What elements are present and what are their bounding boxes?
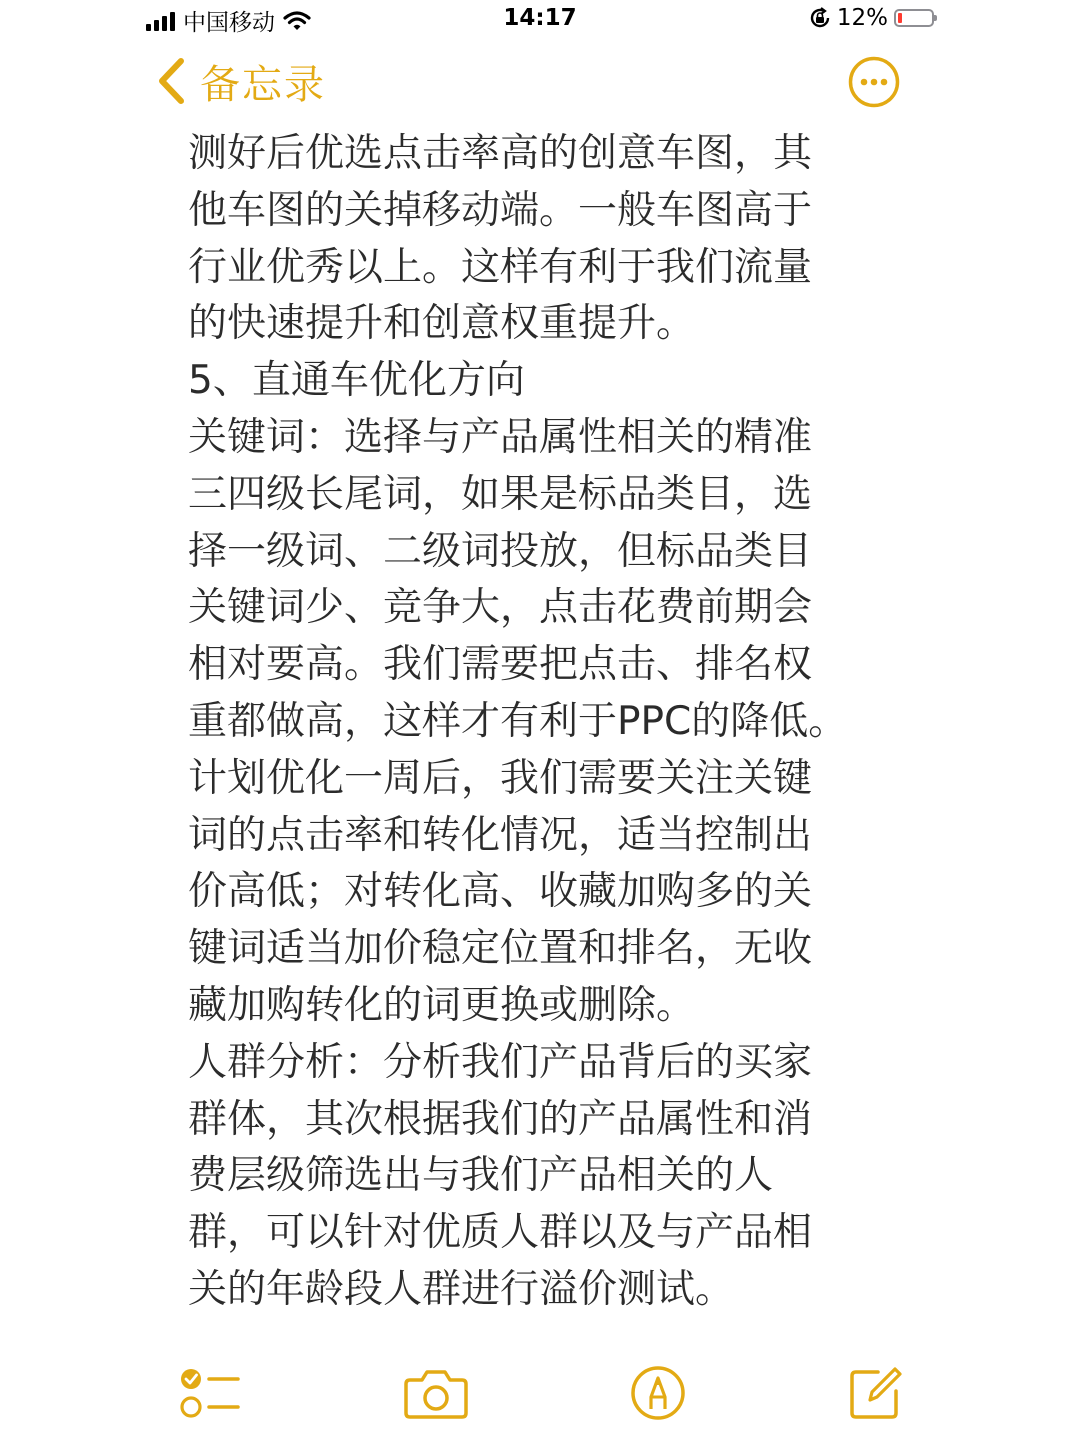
note-line: 藏加购转化的词更换或删除。 [188, 982, 696, 1028]
note-line: 关的年龄段人群进行溢价测试。 [188, 1266, 735, 1312]
markup-pen-icon [630, 1365, 686, 1421]
battery-level [898, 13, 902, 23]
note-line: 人群分析：分析我们产品背后的买家 [188, 1039, 813, 1085]
note-line: 键词适当加价稳定位置和排名，无收 [188, 926, 813, 972]
note-line: 相对要高。我们需要把点击、排名权 [188, 642, 813, 688]
note-line: 关键词少、竞争大，点击花费前期会 [188, 585, 813, 631]
rotation-lock-icon [809, 7, 831, 29]
status-right [809, 5, 934, 31]
note-heading: 5、直通车优化方向 [188, 358, 525, 404]
note-line: 费层级筛选出与我们产品相关的人 [188, 1153, 774, 1199]
markup-button[interactable] [630, 1365, 686, 1421]
more-circle-icon [848, 56, 900, 108]
note-line: 择一级词、二级词投放，但标品类目 [188, 528, 813, 574]
note-body[interactable] [188, 126, 908, 1319]
note-line: 价高低；对转化高、收藏加购多的关 [188, 869, 813, 915]
note-line: 词的点击率和转化情况，适当控制出 [188, 812, 813, 858]
battery-icon [894, 9, 934, 27]
carrier-label: 中国移动 [183, 10, 275, 36]
note-line: 关键词：选择与产品属性相关的精准 [188, 414, 813, 460]
note-line: 测好后优选点击率高的创意车图，其 [188, 131, 813, 176]
note-line: 重都做高，这样才有利于PPC的降低。 [188, 698, 848, 744]
note-line: 群体，其次根据我们的产品属性和消 [188, 1096, 813, 1142]
note-line: 三四级长尾词，如果是标品类目，选 [188, 471, 813, 517]
status-bar [0, 0, 1080, 44]
back-button[interactable] [156, 54, 326, 108]
camera-icon [404, 1368, 468, 1420]
more-button[interactable] [848, 56, 900, 108]
note-line: 行业优秀以上。这样有利于我们流量 [188, 244, 813, 290]
note-line: 计划优化一周后，我们需要关注关键 [188, 755, 813, 801]
compose-icon [848, 1363, 904, 1421]
note-line: 他车图的关掉移动端。一般车图高于 [188, 187, 813, 233]
battery-percent: 12% [836, 5, 888, 31]
status-time: 14:17 [503, 5, 577, 31]
checklist-icon [178, 1364, 240, 1422]
back-label: 备忘录 [200, 61, 326, 108]
note-line: 群，可以针对优质人群以及与产品相 [188, 1210, 813, 1256]
chevron-left-icon [156, 57, 186, 105]
compose-button[interactable] [848, 1363, 904, 1421]
note-line: 的快速提升和创意权重提升。 [188, 301, 696, 347]
checklist-button[interactable] [178, 1364, 240, 1422]
camera-button[interactable] [404, 1368, 468, 1420]
